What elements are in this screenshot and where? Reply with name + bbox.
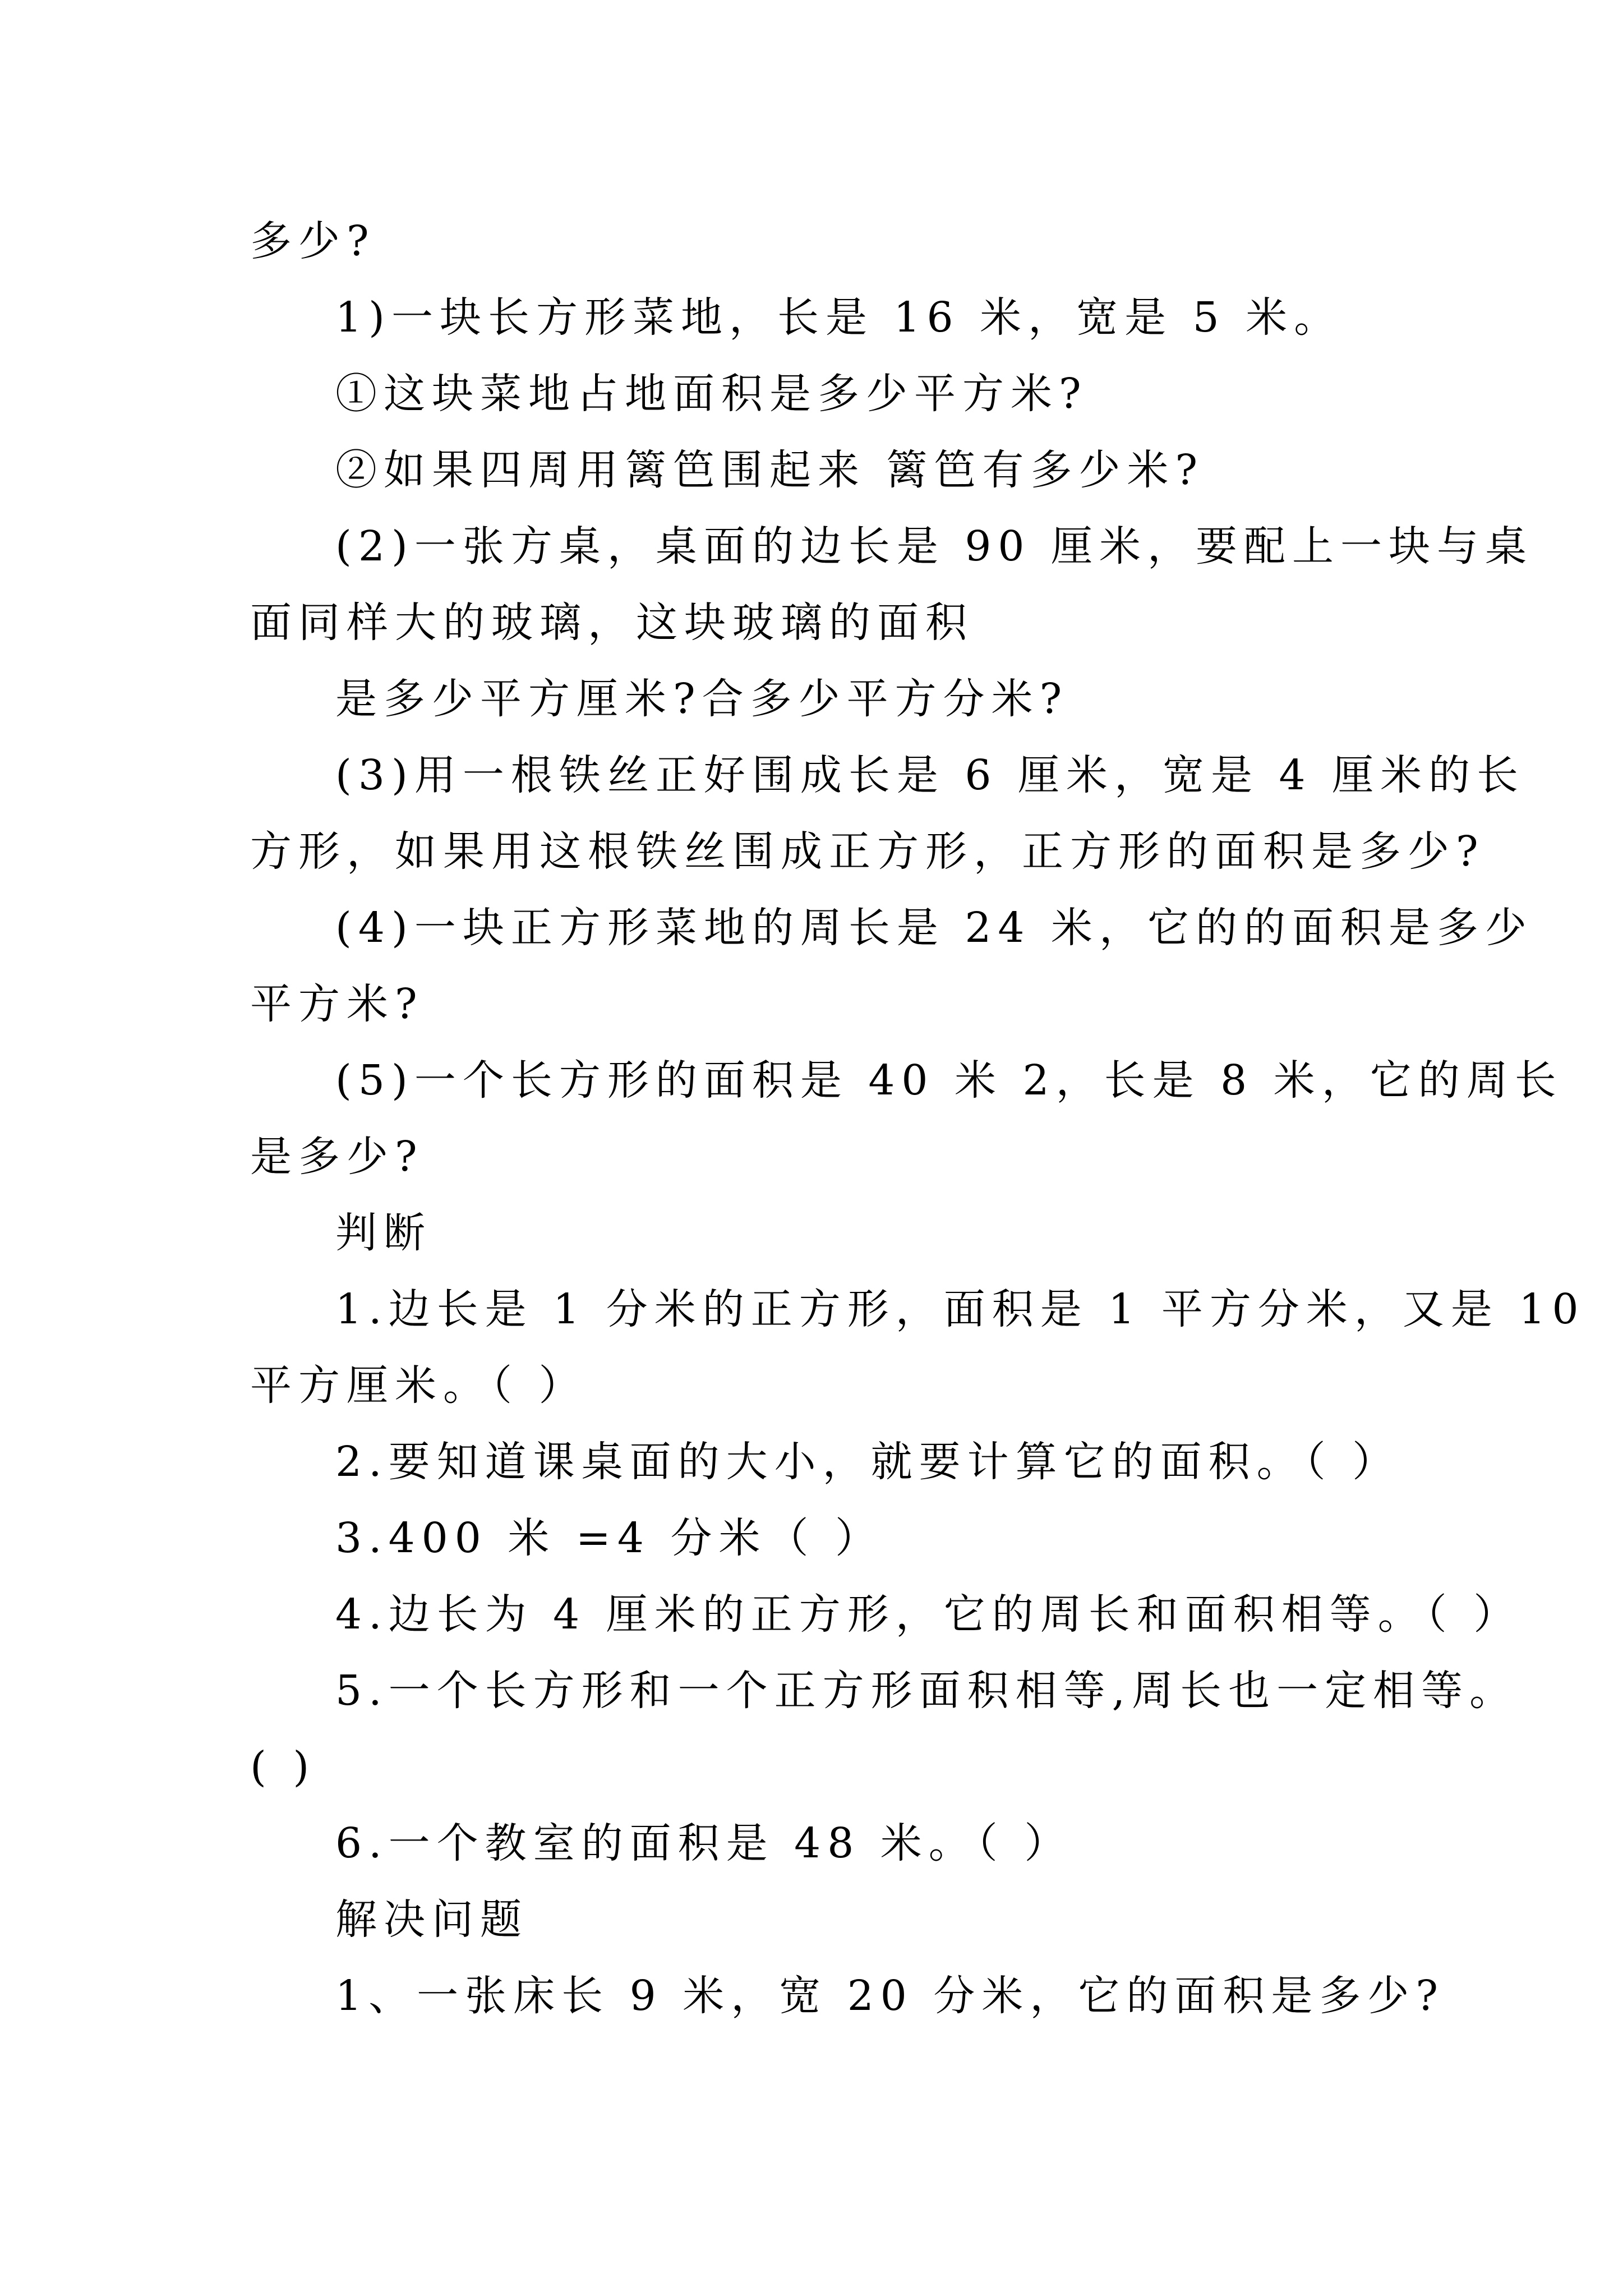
judgment-item-3: 3.400 米 =4 分米（ ） <box>335 1514 884 1562</box>
judgment-item-1: 1.边长是 1 分米的正方形，面积是 1 平方分米，又是 10 <box>335 1285 1585 1333</box>
judgment-item-6: 6.一个教室的面积是 48 米。（ ） <box>335 1819 1073 1867</box>
judgment-item-4: 4.边长为 4 厘米的正方形，它的周长和面积相等。（ ） <box>335 1590 1522 1639</box>
judgment-item-5-cont: ( ) <box>250 1743 316 1791</box>
section-heading-problem-solving: 解决问题 <box>335 1895 528 1944</box>
question-4-text: (4)一块正方形菜地的周长是 24 米，它的的面积是多少 <box>335 904 1534 952</box>
question-1-text: 1)一块长方形菜地，长是 16 米，宽是 5 米。 <box>335 293 1343 342</box>
question-3-text: (3)用一根铁丝正好围成长是 6 厘米，宽是 4 厘米的长 <box>335 751 1525 799</box>
problem-item-1: 1、一张床长 9 米，宽 20 分米，它的面积是多少? <box>335 1972 1445 2020</box>
question-2-text-cont-2: 是多少平方厘米?合多少平方分米? <box>335 675 1069 723</box>
question-1-part-1: ①这块菜地占地面积是多少平方米? <box>335 370 1088 418</box>
question-1-part-2: ②如果四周用篱笆围起来 篱笆有多少米? <box>335 446 1205 494</box>
judgment-item-1-cont: 平方厘米。（ ） <box>250 1361 587 1410</box>
judgment-item-5: 5.一个长方形和一个正方形面积相等,周长也一定相等。 <box>335 1667 1518 1715</box>
section-heading-judgment: 判断 <box>335 1209 432 1257</box>
question-5-text: (5)一个长方形的面积是 40 米 2，长是 8 米，它的周长 <box>335 1056 1563 1105</box>
text-line-continuation: 多少? <box>250 217 376 265</box>
question-3-text-cont: 方形，如果用这根铁丝围成正方形，正方形的面积是多少? <box>250 827 1485 876</box>
question-2-text: (2)一张方桌，桌面的边长是 90 厘米，要配上一块与桌 <box>335 522 1534 570</box>
question-2-text-cont: 面同样大的玻璃，这块玻璃的面积 <box>250 599 974 647</box>
question-5-text-cont: 是多少? <box>250 1133 424 1181</box>
judgment-item-2: 2.要知道课桌面的大小，就要计算它的面积。（ ） <box>335 1438 1401 1486</box>
question-4-text-cont: 平方米? <box>250 980 424 1028</box>
